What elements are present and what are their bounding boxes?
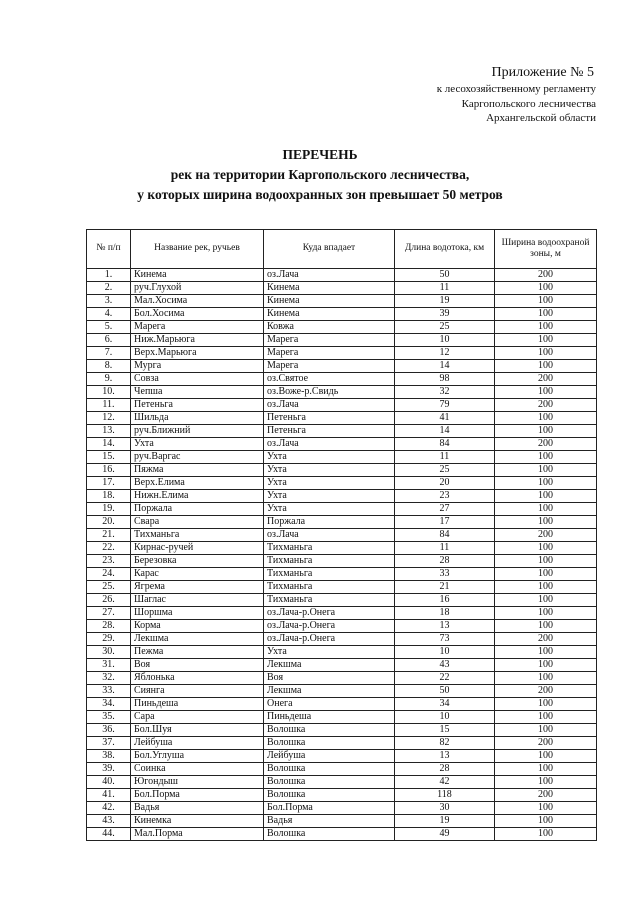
cell-length: 13	[395, 750, 495, 763]
table-row	[87, 685, 597, 698]
cell-number: 33.	[87, 685, 131, 698]
column-header-outflow: Куда впадает	[264, 230, 395, 269]
cell-number: 7.	[87, 347, 131, 360]
cell-outflow: Тихманьга	[264, 568, 395, 581]
cell-river-name: Нижн.Елима	[131, 490, 264, 503]
cell-zone-width: 200	[495, 529, 597, 542]
cell-length: 21	[395, 581, 495, 594]
cell-outflow: оз.Святое	[264, 373, 395, 386]
cell-length: 11	[395, 282, 495, 295]
appendix-forestry: Каргопольского лесничества	[461, 97, 596, 110]
cell-number: 13.	[87, 425, 131, 438]
cell-outflow: Тихманьга	[264, 581, 395, 594]
table-row	[87, 802, 597, 815]
cell-outflow: Петеньга	[264, 425, 395, 438]
cell-outflow: Петеньга	[264, 412, 395, 425]
cell-river-name: Югондыш	[131, 776, 264, 789]
title-heading: ПЕРЕЧЕНЬ	[282, 147, 358, 162]
cell-river-name: руч.Варгас	[131, 451, 264, 464]
column-header-name: Название рек, ручьев	[131, 230, 264, 269]
cell-zone-width: 200	[495, 633, 597, 646]
cell-river-name: Мал.Порма	[131, 828, 264, 841]
cell-outflow: оз.Воже-р.Свидь	[264, 386, 395, 399]
cell-number: 8.	[87, 360, 131, 373]
table-row	[87, 737, 597, 750]
cell-outflow: Волошка	[264, 763, 395, 776]
cell-outflow: Волошка	[264, 789, 395, 802]
cell-number: 9.	[87, 373, 131, 386]
cell-length: 19	[395, 295, 495, 308]
cell-number: 23.	[87, 555, 131, 568]
cell-outflow: Бол.Порма	[264, 802, 395, 815]
cell-outflow: Волошка	[264, 828, 395, 841]
cell-zone-width: 100	[495, 295, 597, 308]
cell-length: 28	[395, 763, 495, 776]
cell-river-name: Сиянга	[131, 685, 264, 698]
cell-length: 10	[395, 334, 495, 347]
table-row	[87, 776, 597, 789]
cell-length: 50	[395, 685, 495, 698]
cell-outflow: Кинема	[264, 295, 395, 308]
table-row	[87, 503, 597, 516]
cell-zone-width: 100	[495, 386, 597, 399]
cell-zone-width: 100	[495, 763, 597, 776]
cell-number: 19.	[87, 503, 131, 516]
cell-river-name: Лейбуша	[131, 737, 264, 750]
cell-river-name: Марега	[131, 321, 264, 334]
table-row	[87, 659, 597, 672]
cell-outflow: Ухта	[264, 646, 395, 659]
appendix-reference: к лесохозяйственному регламенту	[436, 83, 596, 95]
cell-length: 22	[395, 672, 495, 685]
table-row	[87, 789, 597, 802]
cell-number: 20.	[87, 516, 131, 529]
cell-river-name: Мал.Хосима	[131, 295, 264, 308]
cell-river-name: руч.Глухой	[131, 282, 264, 295]
cell-outflow: Тихманьга	[264, 542, 395, 555]
cell-outflow: Марега	[264, 334, 395, 347]
table-row	[87, 750, 597, 763]
cell-outflow: Лекшма	[264, 659, 395, 672]
cell-zone-width: 100	[495, 711, 597, 724]
cell-number: 37.	[87, 737, 131, 750]
cell-number: 17.	[87, 477, 131, 490]
cell-number: 10.	[87, 386, 131, 399]
cell-outflow: Вадья	[264, 815, 395, 828]
cell-zone-width: 100	[495, 542, 597, 555]
table-row	[87, 451, 597, 464]
cell-zone-width: 100	[495, 698, 597, 711]
cell-zone-width: 100	[495, 477, 597, 490]
cell-outflow: Ухта	[264, 451, 395, 464]
cell-river-name: Петеньга	[131, 399, 264, 412]
cell-river-name: Березовка	[131, 555, 264, 568]
cell-zone-width: 200	[495, 789, 597, 802]
cell-river-name: Шоршма	[131, 607, 264, 620]
cell-length: 43	[395, 659, 495, 672]
cell-number: 24.	[87, 568, 131, 581]
cell-zone-width: 100	[495, 412, 597, 425]
cell-number: 5.	[87, 321, 131, 334]
cell-outflow: Лекшма	[264, 685, 395, 698]
cell-river-name: Совза	[131, 373, 264, 386]
table-row	[87, 516, 597, 529]
cell-length: 98	[395, 373, 495, 386]
cell-river-name: Тихманьга	[131, 529, 264, 542]
cell-zone-width: 100	[495, 360, 597, 373]
table-row	[87, 347, 597, 360]
table-row	[87, 464, 597, 477]
table-row	[87, 828, 597, 841]
cell-river-name: Ниж.Марьюга	[131, 334, 264, 347]
cell-number: 42.	[87, 802, 131, 815]
table-row	[87, 724, 597, 737]
cell-river-name: Верх.Елима	[131, 477, 264, 490]
cell-outflow: оз.Лача-р.Онега	[264, 620, 395, 633]
cell-number: 12.	[87, 412, 131, 425]
cell-outflow: Лейбуша	[264, 750, 395, 763]
table-row	[87, 399, 597, 412]
column-header-length: Длина водотока, км	[395, 230, 495, 269]
cell-river-name: Соинка	[131, 763, 264, 776]
table-row	[87, 646, 597, 659]
cell-river-name: Шаглас	[131, 594, 264, 607]
appendix-region: Архангельской области	[486, 112, 596, 124]
cell-length: 73	[395, 633, 495, 646]
cell-zone-width: 200	[495, 438, 597, 451]
cell-zone-width: 100	[495, 516, 597, 529]
cell-length: 30	[395, 802, 495, 815]
cell-river-name: Сара	[131, 711, 264, 724]
cell-number: 21.	[87, 529, 131, 542]
table-row	[87, 308, 597, 321]
cell-river-name: Кинема	[131, 269, 264, 282]
cell-zone-width: 100	[495, 334, 597, 347]
cell-river-name: Кинемка	[131, 815, 264, 828]
column-header-number: № п/п	[87, 230, 131, 269]
cell-length: 42	[395, 776, 495, 789]
table-body	[87, 269, 597, 841]
cell-number: 38.	[87, 750, 131, 763]
cell-number: 16.	[87, 464, 131, 477]
cell-river-name: Ухта	[131, 438, 264, 451]
cell-length: 14	[395, 425, 495, 438]
cell-zone-width: 100	[495, 308, 597, 321]
cell-number: 25.	[87, 581, 131, 594]
cell-outflow: Ухта	[264, 490, 395, 503]
cell-zone-width: 100	[495, 451, 597, 464]
cell-river-name: Верх.Марьюга	[131, 347, 264, 360]
cell-zone-width: 100	[495, 282, 597, 295]
cell-number: 1.	[87, 269, 131, 282]
cell-number: 26.	[87, 594, 131, 607]
table-row	[87, 594, 597, 607]
cell-outflow: Кинема	[264, 308, 395, 321]
table-row	[87, 620, 597, 633]
cell-length: 49	[395, 828, 495, 841]
cell-river-name: Воя	[131, 659, 264, 672]
cell-outflow: Ухта	[264, 503, 395, 516]
cell-length: 15	[395, 724, 495, 737]
cell-outflow: Пиньдеша	[264, 711, 395, 724]
table-header-row	[87, 230, 597, 269]
cell-river-name: Мурга	[131, 360, 264, 373]
cell-zone-width: 100	[495, 672, 597, 685]
cell-length: 25	[395, 321, 495, 334]
cell-length: 28	[395, 555, 495, 568]
cell-length: 20	[395, 477, 495, 490]
cell-length: 23	[395, 490, 495, 503]
appendix-header	[437, 64, 596, 126]
cell-number: 43.	[87, 815, 131, 828]
cell-length: 84	[395, 438, 495, 451]
cell-outflow: Ухта	[264, 464, 395, 477]
cell-river-name: Бол.Порма	[131, 789, 264, 802]
cell-zone-width: 100	[495, 321, 597, 334]
cell-outflow: Ковжа	[264, 321, 395, 334]
cell-number: 4.	[87, 308, 131, 321]
cell-length: 17	[395, 516, 495, 529]
cell-length: 39	[395, 308, 495, 321]
cell-length: 19	[395, 815, 495, 828]
cell-zone-width: 100	[495, 555, 597, 568]
cell-number: 15.	[87, 451, 131, 464]
cell-number: 40.	[87, 776, 131, 789]
cell-length: 11	[395, 542, 495, 555]
cell-zone-width: 100	[495, 776, 597, 789]
cell-length: 41	[395, 412, 495, 425]
cell-zone-width: 100	[495, 594, 597, 607]
table-row	[87, 412, 597, 425]
cell-river-name: Корма	[131, 620, 264, 633]
cell-number: 36.	[87, 724, 131, 737]
table-row	[87, 698, 597, 711]
title-subtitle-1: рек на территории Каргопольского лесничества,	[170, 167, 470, 182]
table-row	[87, 438, 597, 451]
table-row	[87, 360, 597, 373]
cell-river-name: Вадья	[131, 802, 264, 815]
cell-length: 18	[395, 607, 495, 620]
cell-river-name: Лекшма	[131, 633, 264, 646]
cell-zone-width: 200	[495, 399, 597, 412]
cell-number: 32.	[87, 672, 131, 685]
cell-outflow: оз.Лача	[264, 269, 395, 282]
table-row	[87, 373, 597, 386]
cell-river-name: Ягрема	[131, 581, 264, 594]
cell-outflow: Тихманьга	[264, 555, 395, 568]
cell-length: 118	[395, 789, 495, 802]
cell-length: 50	[395, 269, 495, 282]
cell-length: 16	[395, 594, 495, 607]
table-row	[87, 555, 597, 568]
cell-river-name: Пежма	[131, 646, 264, 659]
table-row	[87, 763, 597, 776]
cell-outflow: Тихманьга	[264, 594, 395, 607]
cell-outflow: оз.Лача	[264, 438, 395, 451]
cell-outflow: Волошка	[264, 737, 395, 750]
cell-river-name: Бол.Хосима	[131, 308, 264, 321]
cell-river-name: Поржала	[131, 503, 264, 516]
table-row	[87, 672, 597, 685]
table-row	[87, 815, 597, 828]
cell-length: 84	[395, 529, 495, 542]
table-row	[87, 607, 597, 620]
cell-zone-width: 200	[495, 685, 597, 698]
cell-zone-width: 100	[495, 425, 597, 438]
column-header-zone-width: Ширина водоохраной зоны, м	[495, 230, 597, 269]
cell-number: 30.	[87, 646, 131, 659]
cell-number: 34.	[87, 698, 131, 711]
cell-number: 35.	[87, 711, 131, 724]
table-row	[87, 386, 597, 399]
cell-number: 14.	[87, 438, 131, 451]
cell-length: 14	[395, 360, 495, 373]
rivers-table	[86, 229, 597, 841]
cell-zone-width: 200	[495, 269, 597, 282]
cell-outflow: Кинема	[264, 282, 395, 295]
cell-river-name: Бол.Шуя	[131, 724, 264, 737]
cell-length: 79	[395, 399, 495, 412]
cell-river-name: руч.Ближний	[131, 425, 264, 438]
cell-zone-width: 100	[495, 503, 597, 516]
cell-zone-width: 100	[495, 815, 597, 828]
cell-length: 11	[395, 451, 495, 464]
table-row	[87, 581, 597, 594]
table-row	[87, 321, 597, 334]
cell-length: 12	[395, 347, 495, 360]
cell-number: 22.	[87, 542, 131, 555]
cell-number: 11.	[87, 399, 131, 412]
cell-length: 13	[395, 620, 495, 633]
cell-zone-width: 100	[495, 490, 597, 503]
cell-length: 10	[395, 711, 495, 724]
table-row	[87, 334, 597, 347]
cell-number: 31.	[87, 659, 131, 672]
cell-outflow: Волошка	[264, 724, 395, 737]
cell-number: 6.	[87, 334, 131, 347]
table-row	[87, 295, 597, 308]
cell-outflow: оз.Лача-р.Онега	[264, 633, 395, 646]
appendix-number: Приложение № 5	[491, 65, 594, 80]
title-subtitle-2: у которых ширина водоохранных зон превышает 50 метров	[137, 187, 503, 202]
table-row	[87, 633, 597, 646]
cell-zone-width: 100	[495, 581, 597, 594]
cell-zone-width: 200	[495, 373, 597, 386]
cell-outflow: Марега	[264, 347, 395, 360]
cell-number: 39.	[87, 763, 131, 776]
cell-number: 44.	[87, 828, 131, 841]
cell-number: 3.	[87, 295, 131, 308]
cell-river-name: Яблонька	[131, 672, 264, 685]
table-row	[87, 568, 597, 581]
cell-river-name: Карас	[131, 568, 264, 581]
cell-length: 32	[395, 386, 495, 399]
cell-number: 18.	[87, 490, 131, 503]
cell-zone-width: 100	[495, 568, 597, 581]
cell-outflow: Марега	[264, 360, 395, 373]
cell-outflow: Волошка	[264, 776, 395, 789]
cell-outflow: оз.Лача-р.Онега	[264, 607, 395, 620]
cell-length: 82	[395, 737, 495, 750]
cell-length: 27	[395, 503, 495, 516]
table-row	[87, 425, 597, 438]
cell-zone-width: 100	[495, 659, 597, 672]
table-row	[87, 529, 597, 542]
cell-river-name: Чепша	[131, 386, 264, 399]
table-row	[87, 711, 597, 724]
cell-outflow: оз.Лача	[264, 399, 395, 412]
cell-zone-width: 100	[495, 646, 597, 659]
cell-number: 27.	[87, 607, 131, 620]
cell-river-name: Свара	[131, 516, 264, 529]
cell-river-name: Шильда	[131, 412, 264, 425]
cell-river-name: Кирнас-ручей	[131, 542, 264, 555]
cell-zone-width: 100	[495, 620, 597, 633]
cell-zone-width: 100	[495, 750, 597, 763]
table-row	[87, 477, 597, 490]
cell-length: 10	[395, 646, 495, 659]
cell-outflow: Ухта	[264, 477, 395, 490]
cell-number: 2.	[87, 282, 131, 295]
cell-number: 29.	[87, 633, 131, 646]
cell-number: 41.	[87, 789, 131, 802]
cell-river-name: Пяжма	[131, 464, 264, 477]
table-row	[87, 269, 597, 282]
cell-zone-width: 200	[495, 737, 597, 750]
document-title	[0, 145, 640, 205]
cell-zone-width: 100	[495, 347, 597, 360]
cell-length: 33	[395, 568, 495, 581]
cell-number: 28.	[87, 620, 131, 633]
cell-zone-width: 100	[495, 802, 597, 815]
cell-outflow: Воя	[264, 672, 395, 685]
table-row	[87, 490, 597, 503]
cell-zone-width: 100	[495, 828, 597, 841]
cell-river-name: Пиньдеша	[131, 698, 264, 711]
table-row	[87, 282, 597, 295]
cell-river-name: Бол.Углуша	[131, 750, 264, 763]
cell-length: 25	[395, 464, 495, 477]
table-row	[87, 542, 597, 555]
cell-zone-width: 100	[495, 464, 597, 477]
cell-zone-width: 100	[495, 607, 597, 620]
cell-outflow: оз.Лача	[264, 529, 395, 542]
cell-zone-width: 100	[495, 724, 597, 737]
cell-outflow: Онега	[264, 698, 395, 711]
cell-outflow: Поржала	[264, 516, 395, 529]
cell-length: 34	[395, 698, 495, 711]
